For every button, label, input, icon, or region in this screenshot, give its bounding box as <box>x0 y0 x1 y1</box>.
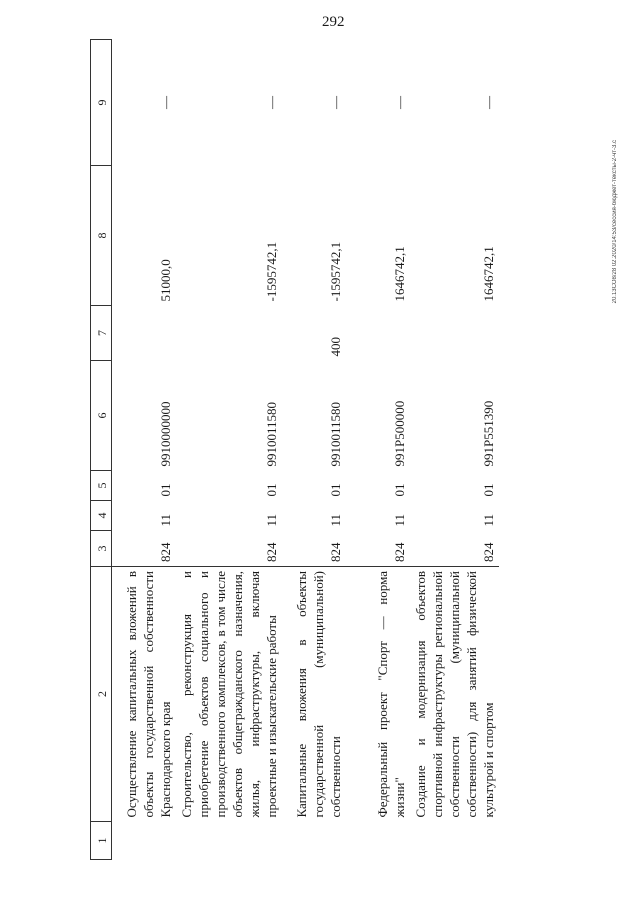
cell-vr <box>410 306 499 361</box>
header-col-8: 8 <box>91 166 112 306</box>
cell-sum: 51000,0 <box>158 259 173 302</box>
header-col-5: 5 <box>91 471 112 501</box>
cell-rz: 11 <box>158 513 173 527</box>
cell-col-1 <box>410 822 499 860</box>
cell-extra: — <box>328 96 343 109</box>
page-number: 292 <box>322 14 345 30</box>
cell-csr: 991P551390 <box>481 400 496 467</box>
cell-pr: 01 <box>328 483 343 497</box>
cell-ved: 824 <box>282 531 346 567</box>
cell-pr: 01 <box>481 483 496 497</box>
budget-table <box>90 39 499 860</box>
cell-extra: — <box>481 96 496 109</box>
cell-ved: 824 <box>346 531 410 567</box>
header-col-6: 6 <box>91 361 112 471</box>
cell-extra: — <box>264 96 279 109</box>
header-col-9: 9 <box>91 40 112 166</box>
cell-name: Строительство, реконструкция и приобретение объектов социального и производственного комплексов, в том числе объектов общегражданского назначения, жилья, инфраструктуры, включая проектные и изыскательские работы <box>179 571 279 818</box>
cell-vr <box>346 306 410 361</box>
cell-name: Федеральный проект "Спорт — норма жизни" <box>375 571 407 818</box>
cell-vr: 400 <box>328 337 343 357</box>
cell-vr <box>176 306 282 361</box>
cell-csr: 991P500000 <box>392 400 407 467</box>
cell-rz: 11 <box>481 513 496 527</box>
budget-table-container <box>90 40 595 860</box>
cell-csr: 9910000000 <box>158 401 173 467</box>
cell-sum: 1646742,1 <box>481 246 496 302</box>
table-row <box>176 40 282 860</box>
cell-sum: -1595742,1 <box>264 241 279 302</box>
cell-col-1 <box>176 822 282 860</box>
cell-sum: 1646742,1 <box>392 246 407 302</box>
table-row <box>112 40 177 860</box>
cell-col-1 <box>282 822 346 860</box>
header-col-2: 2 <box>91 567 112 822</box>
table-row <box>346 40 410 860</box>
cell-vr <box>112 306 177 361</box>
cell-csr: 9910011580 <box>328 401 343 467</box>
header-col-4: 4 <box>91 501 112 531</box>
rotated-table-frame <box>90 40 595 860</box>
cell-name: Осуществление капитальных вложений в объекты государственной собственности Краснодарского края <box>124 571 173 818</box>
header-col-3: 3 <box>91 531 112 567</box>
table-row <box>282 40 346 860</box>
cell-name: Создание и модернизация объектов спортивной инфраструктуры региональной собственности (муниципальной собственности) для занятий физической культурой и спортом <box>413 571 496 818</box>
cell-ved: 824 <box>112 531 177 567</box>
cell-extra: — <box>158 96 173 109</box>
cell-pr: 01 <box>158 483 173 497</box>
cell-csr: 9910011580 <box>264 401 279 467</box>
cell-rz: 11 <box>392 513 407 527</box>
header-col-1: 1 <box>91 822 112 860</box>
cell-col-1 <box>112 822 177 860</box>
cell-sum: -1595742,1 <box>328 241 343 302</box>
cell-rz: 11 <box>328 513 343 527</box>
cell-ved: 824 <box>410 531 499 567</box>
document-reference-note: 20.13СО8/28 02.2020/14:53/сессия-бюджет-тексты-2-чт-3.с <box>612 140 618 304</box>
table-row <box>410 40 499 860</box>
table-header-row <box>91 40 112 860</box>
cell-pr: 01 <box>392 483 407 497</box>
cell-pr: 01 <box>264 483 279 497</box>
cell-rz: 11 <box>264 513 279 527</box>
cell-ved: 824 <box>176 531 282 567</box>
header-col-7: 7 <box>91 306 112 361</box>
cell-extra: — <box>392 96 407 109</box>
cell-name: Капитальные вложения в объекты государственной (муниципальной) собственности <box>294 571 343 818</box>
cell-col-1 <box>346 822 410 860</box>
